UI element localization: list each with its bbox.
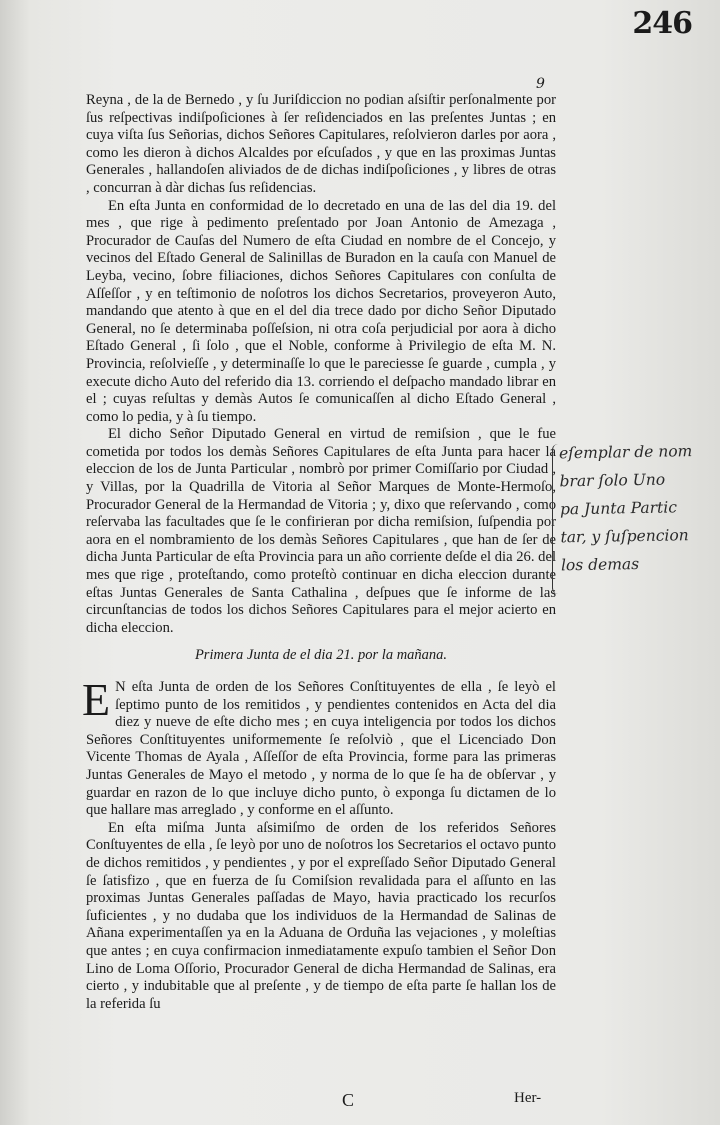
paragraph: En eſta miſma Junta aſsimiſmo de orden de los referidos Señores Conſtuyentes de ella , ſe leyò por uno de noſotros los Secretarios el octavo punto de dichos remitidos , y pendientes , y por el expreſſado Señor Diputado General ſe ſatisfizo , que en fuerza de ſu Comiſsion revalidada para el aſſunto en las proximas Juntas Generales paſſadas de Mayo, havia practicado los recurſos ſuficientes , y no dudaba que los individuos de la Hermandad de Salinas de Añana experimentaſſen ya en la Aduana de Orduña las vejaciones , y moleſtias que antes ; en cuya confirmacion inmediatamente expuſo tambien el Señor Don Lino de Loma Oſſorio, Procurador General de dicha Hermandad de Salinas, era cierto , y indubitable que al preſente , y de tiempo de eſta parte ſe hallan los de la referida ſu (86, 819, 556, 1012)
paragraph: En eſta Junta en conformidad de lo decretado en una de las del dia 19. del mes , que rige à pedimento preſentado por Joan Antonio de Amezaga , Procurador de Cauſas del Numero de eſta Ciudad en nombre de el Concejo, y vecinos del Eſtado General de Salinillas de Buradon en la cauſa con Manuel de Leyba, vecino, ſobre filiaciones, dichos Señores Capitulares con conſulta de Aſſeſſor , y en teſtimonio de noſotros los dichos Secretarios, proveyeron Auto, mandando que atento à que en el del dia trece dado por dicho Señor Diputado General, no ſe determinaba poſſeſsion, ni otra coſa perjudicial por aora à dicho Eſtado General , ſi ſolo , que el Noble, conforme à Privilegio de eſta M. N. Provincia, reſolvieſſe , y determinaſſe lo que le pareciesse ſe guarde , cumpla , y execute dicho Auto del referido dia 13. corriendo el deſpacho mandado librar en el ; cuyas reſultas y demàs Autos ſe comunicaſſen al dicho Eſtado General , como lo pedia, y à ſu tiempo. (86, 197, 556, 425)
handwritten-margin-note (559, 437, 720, 580)
margin-brace (552, 444, 559, 594)
folio-number: 246 (632, 6, 692, 41)
note-line: brar ſolo Uno (559, 470, 666, 491)
paragraph: El dicho Señor Diputado General en virtud de remiſsion , que le fue cometida por todos los demàs Señores Capitulares de eſta Junta para hacer la eleccion de los de Junta Particular , nombrò por primer Comiſſario por Ciudad , y Villas, por la Quadrilla de Vitoria al Señor Marques de Monte-Hermoſo, Procurador General de la Hermandad de Vitoria ; y, dixo que reſervando , como reſervaba las facultades que ſe le confirieran por dicha remiſsion, ſuſpendia por aora en el nombramiento de los demàs Señores Capitulares , que han de ſer de dicha Junta Particular de eſta Provincia para un año corriente deſde el dia 26. del mes que rige , proteſtando, como proteſtò continuar en dicha eleccion durante eſtas Juntas Generales de Santa Cathalina , deſpues que ſe informe de las circunſtancias de todos los dichos Señores Capitulares para el mejor acierto en dicha eleccion. (86, 426, 556, 636)
note-line: eſemplar de nom (558, 442, 693, 463)
paragraph-with-dropcap (82, 674, 556, 820)
page-marker: 9 (536, 76, 545, 92)
note-line: tar, y ſuſpencion (560, 526, 689, 547)
drop-cap: E (82, 674, 111, 725)
main-text-block (82, 92, 556, 1013)
signature-mark: C (342, 1090, 355, 1110)
note-line: los demas (560, 555, 640, 575)
paragraph-text: N eſta Junta de orden de los Señores Conſtituyentes de ella , ſe leyò el ſeptimo punto de los remitidos , y pendientes contenidos en Acta del dia diez y nueve de eſte dicho mes ; en cuya inteligencia por todos los dichos Señores Conſtituyentes uniformemente ſe reſolviò , que el Licenciado Don Vicente Thomas de Ayala , Aſſeſſor de eſta Provincia, forme para las primeras Juntas Generales de Mayo el metodo , y norma de lo que ſe ha de obſervar , y guardar en razon de lo que incluye dicho punto, ò exponga ſu dictamen de lo que hallare mas arreglado , y conforme en el aſſunto. (86, 679, 556, 819)
section-heading: Primera Junta de el dia 21. por la mañana. (194, 647, 448, 664)
paragraph: Reyna , de la de Bernedo , y ſu Juriſdiccion no podian aſsiſtir perſonalmente por ſus reſpectivas indiſpoſiciones à ſer reſidenciados en las preſentes Juntas ; en cuya viſta ſus Señorias, dichos Señores Capitulares, reſolvieron darles por aora , como les dieron à dichos Alcaldes por eſcuſados , y que en las proximas Juntas Generales , hallandoſen aliviados de de dichas indiſpoſiciones , y libres de otras , concurran à dàr dichas ſus reſidencias. (86, 92, 556, 196)
note-line: pa Junta Partic (559, 498, 678, 519)
catchword: Her- (514, 1090, 542, 1106)
